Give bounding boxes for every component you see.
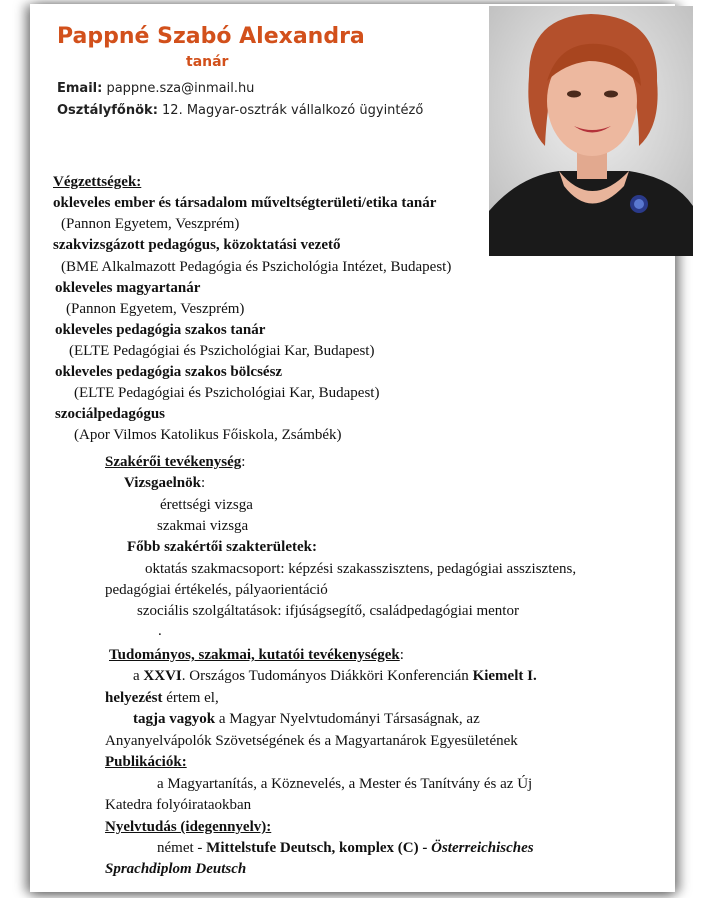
school-6: (Apor Vilmos Katolikus Főiskola, Zsámbék): [74, 427, 342, 443]
expert-areas-label: Főbb szakértői szakterületek:: [127, 539, 317, 555]
email-label: Email:: [57, 81, 103, 96]
school-1: (Pannon Egyetem, Veszprém): [61, 216, 240, 232]
languages-line-2: Sprachdiplom Deutsch: [105, 861, 247, 877]
research-line-4: Anyanyelvápolók Szövetségének és a Magyartanárok Egyesületének: [105, 733, 518, 749]
research-heading-row: Tudományos, szakmai, kutatói tevékenységek:: [109, 647, 404, 663]
expert-areas-line-2: pedagógiai értékelés, pályaorientáció: [105, 582, 328, 598]
publications-heading: Publikációk:: [105, 754, 187, 770]
education-heading: Végzettségek:: [53, 174, 142, 190]
expert-areas-line-1: oktatás szakmacsoport: képzési szakasszisztens, pedagógiai asszisztens,: [145, 561, 577, 577]
class-teacher-label: Osztályfőnök:: [57, 103, 158, 118]
examiner-row: Vizsgaelnök:: [124, 475, 206, 491]
publications-line-2: Katedra folyóirataokban: [105, 797, 252, 813]
research-line-2: helyezést értem el,: [105, 690, 219, 706]
examiner-label: Vizsgaelnök: [124, 475, 201, 491]
person-name: Pappné Szabó Alexandra: [57, 24, 365, 49]
languages-line-1: német - Mittelstufe Deutsch, komplex (C) - Österreichisches: [157, 840, 534, 856]
degree-3: okleveles magyartanár: [55, 280, 201, 296]
research-heading: Tudományos, szakmai, kutatói tevékenységek: [109, 647, 400, 663]
research-line-1: a XXVI. Országos Tudományos Diákköri Konferencián Kiemelt I.: [133, 668, 537, 684]
school-5: (ELTE Pedagógiai és Pszichológiai Kar, Budapest): [74, 385, 380, 401]
class-teacher-value: 12. Magyar-osztrák vállalkozó ügyintéző: [162, 103, 424, 118]
examiner-item-2: szakmai vizsga: [157, 518, 249, 534]
class-teacher-row: [57, 103, 423, 118]
expert-heading-row: Szakérői tevékenység:: [105, 454, 246, 470]
publications-line-1: a Magyartanítás, a Köznevelés, a Mester és Tanítvány és az Új: [157, 776, 533, 792]
degree-6: szociálpedagógus: [55, 406, 166, 422]
email-row: [57, 81, 254, 96]
bullet-dot: .: [158, 623, 162, 639]
profile-photo: [489, 6, 693, 256]
degree-1: okleveles ember és társadalom műveltségterületi/etika tanár: [53, 195, 437, 211]
degree-2: szakvizsgázott pedagógus, közoktatási vezető: [53, 237, 341, 253]
email-value[interactable]: pappne.sza@inmail.hu: [106, 81, 255, 96]
degree-5: okleveles pedagógia szakos bölcsész: [55, 364, 283, 380]
languages-heading: Nyelvtudás (idegennyelv):: [105, 819, 272, 835]
examiner-item-1: érettségi vizsga: [160, 497, 253, 513]
school-2: (BME Alkalmazott Pedagógia és Pszichológia Intézet, Budapest): [61, 259, 452, 275]
research-line-3: tagja vagyok a Magyar Nyelvtudományi Társaságnak, az: [133, 711, 480, 727]
expert-areas-line-3: szociális szolgáltatások: ifjúságsegítő, családpedagógiai mentor: [137, 603, 519, 619]
degree-4: okleveles pedagógia szakos tanár: [55, 322, 266, 338]
person-role: tanár: [186, 54, 229, 70]
school-4: (ELTE Pedagógiai és Pszichológiai Kar, Budapest): [69, 343, 375, 359]
expert-heading: Szakérői tevékenység: [105, 454, 242, 470]
school-3: (Pannon Egyetem, Veszprém): [66, 301, 245, 317]
